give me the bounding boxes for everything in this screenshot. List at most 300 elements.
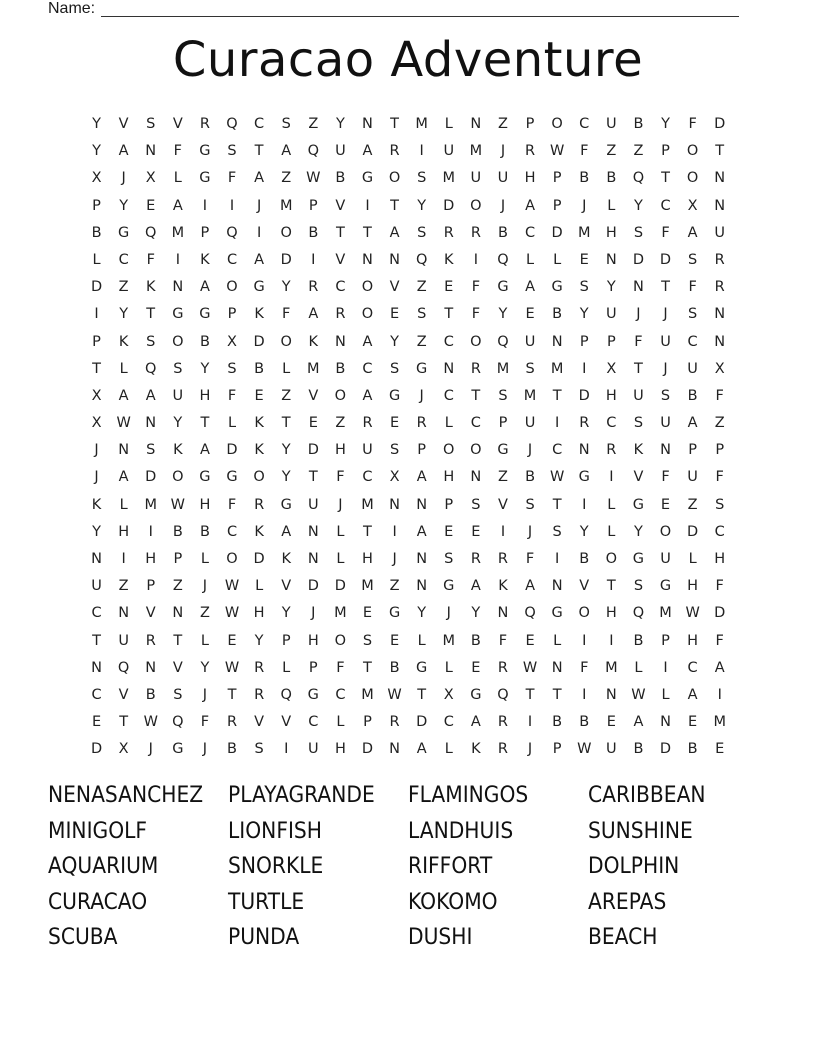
grid-letter[interactable]: C	[443, 333, 454, 350]
grid-letter[interactable]: Y	[633, 197, 643, 214]
grid-letter[interactable]: P	[552, 741, 562, 758]
grid-letter[interactable]: C	[308, 714, 319, 731]
grid-letter[interactable]: W	[170, 496, 185, 513]
grid-letter[interactable]: C	[226, 523, 238, 540]
grid-letter[interactable]: O	[361, 306, 374, 323]
grid-letter[interactable]: N	[91, 551, 102, 567]
grid-letter[interactable]: E	[227, 632, 237, 649]
grid-letter[interactable]: N	[334, 333, 346, 350]
grid-letter[interactable]: D	[578, 387, 590, 404]
grid-letter[interactable]: R	[199, 116, 210, 132]
grid-letter[interactable]: C	[335, 279, 346, 296]
grid-letter[interactable]: M	[713, 714, 726, 731]
grid-letter[interactable]: A	[118, 469, 129, 486]
grid-letter[interactable]: A	[254, 251, 265, 268]
grid-letter[interactable]: Q	[632, 605, 645, 622]
grid-letter[interactable]: Y	[390, 333, 399, 350]
grid-letter[interactable]: K	[308, 333, 319, 350]
grid-letter[interactable]: J	[527, 523, 533, 540]
grid-letter[interactable]: A	[362, 143, 373, 160]
grid-letter[interactable]: S	[389, 442, 400, 459]
grid-letter[interactable]: B	[633, 116, 644, 132]
grid-letter[interactable]: H	[145, 551, 157, 567]
grid-letter[interactable]: V	[254, 714, 265, 731]
grid-letter[interactable]: G	[416, 360, 428, 377]
grid-letter[interactable]: I	[500, 523, 506, 540]
grid-letter[interactable]: L	[173, 170, 182, 187]
grid-letter[interactable]: Y	[119, 197, 129, 214]
grid-letter[interactable]: L	[200, 632, 209, 649]
grid-letter[interactable]: Y	[281, 279, 291, 296]
grid-letter[interactable]: I	[419, 143, 424, 160]
grid-letter[interactable]: O	[172, 469, 184, 486]
grid-letter[interactable]: Y	[173, 415, 183, 432]
grid-letter[interactable]: S	[552, 523, 562, 540]
grid-letter[interactable]: X	[606, 360, 617, 377]
grid-letter[interactable]: D	[659, 741, 672, 758]
grid-letter[interactable]: Q	[524, 605, 536, 622]
grid-letter[interactable]: F	[634, 333, 643, 350]
grid-letter[interactable]: R	[606, 442, 617, 459]
grid-letter[interactable]: Z	[335, 415, 346, 432]
grid-letter[interactable]: V	[497, 496, 508, 513]
grid-letter[interactable]: U	[714, 224, 726, 241]
grid-letter[interactable]: Q	[307, 143, 319, 160]
grid-letter[interactable]: Q	[280, 686, 292, 703]
grid-letter[interactable]: N	[91, 659, 102, 676]
grid-letter[interactable]: P	[552, 197, 562, 214]
grid-letter[interactable]: E	[308, 415, 318, 432]
grid-letter[interactable]: M	[171, 224, 185, 241]
grid-letter[interactable]: I	[256, 224, 262, 241]
grid-letter[interactable]: H	[253, 605, 265, 622]
grid-letter[interactable]: N	[660, 442, 671, 459]
grid-letter[interactable]: B	[606, 170, 617, 187]
grid-letter[interactable]: Y	[281, 442, 291, 459]
grid-letter[interactable]: R	[254, 659, 265, 676]
grid-letter[interactable]: F	[173, 143, 182, 160]
grid-letter[interactable]: L	[119, 360, 128, 377]
grid-letter[interactable]: V	[145, 605, 156, 622]
grid-letter[interactable]: D	[416, 714, 428, 731]
grid-letter[interactable]: R	[497, 659, 508, 676]
grid-letter[interactable]: Z	[281, 170, 292, 187]
grid-letter[interactable]: N	[389, 251, 400, 268]
grid-letter[interactable]: I	[609, 632, 614, 649]
grid-letter[interactable]: J	[148, 741, 153, 758]
grid-letter[interactable]: F	[227, 387, 237, 404]
grid-letter[interactable]: N	[632, 279, 644, 296]
grid-letter[interactable]: R	[497, 741, 508, 758]
grid-letter[interactable]: C	[443, 714, 454, 731]
grid-letter[interactable]: F	[200, 714, 210, 731]
grid-letter[interactable]: H	[524, 170, 536, 187]
grid-letter[interactable]: B	[389, 659, 400, 676]
grid-letter[interactable]: N	[470, 469, 482, 486]
grid-letter[interactable]: U	[118, 632, 129, 649]
grid-letter[interactable]: T	[552, 686, 562, 703]
grid-letter[interactable]: R	[443, 224, 454, 241]
grid-letter[interactable]: G	[388, 605, 401, 622]
grid-letter[interactable]: H	[443, 469, 455, 486]
grid-letter[interactable]: A	[633, 714, 644, 731]
grid-letter[interactable]: C	[579, 116, 590, 132]
grid-letter[interactable]: U	[335, 143, 346, 160]
grid-letter[interactable]: O	[334, 632, 347, 649]
grid-letter[interactable]: O	[686, 170, 699, 187]
grid-letter[interactable]: G	[632, 551, 645, 567]
grid-letter[interactable]: C	[443, 387, 454, 404]
grid-letter[interactable]: G	[470, 686, 482, 703]
grid-letter[interactable]: U	[307, 741, 319, 758]
grid-letter[interactable]: S	[362, 632, 373, 649]
grid-letter[interactable]: S	[660, 387, 671, 404]
grid-letter[interactable]: G	[361, 170, 374, 187]
grid-letter[interactable]: R	[335, 306, 346, 323]
grid-letter[interactable]: N	[362, 251, 373, 268]
grid-letter[interactable]: N	[551, 578, 563, 595]
grid-letter[interactable]: F	[715, 469, 724, 486]
grid-letter[interactable]: H	[687, 632, 699, 649]
grid-letter[interactable]: X	[389, 469, 400, 486]
grid-letter[interactable]: E	[444, 523, 454, 540]
grid-letter[interactable]: Y	[281, 605, 291, 622]
grid-letter[interactable]: Z	[606, 143, 617, 160]
grid-letter[interactable]: H	[334, 442, 346, 459]
grid-letter[interactable]: J	[202, 741, 208, 758]
grid-letter[interactable]: U	[606, 116, 617, 132]
grid-letter[interactable]: N	[605, 686, 617, 703]
grid-letter[interactable]: N	[660, 714, 671, 731]
grid-letter[interactable]: O	[253, 469, 265, 486]
grid-letter[interactable]: F	[715, 632, 724, 649]
grid-letter[interactable]: S	[173, 686, 183, 703]
grid-letter[interactable]: P	[498, 415, 508, 432]
grid-letter[interactable]: D	[714, 605, 726, 622]
grid-letter[interactable]: L	[119, 496, 128, 513]
grid-letter[interactable]: E	[146, 197, 156, 214]
grid-letter[interactable]: D	[687, 523, 699, 540]
grid-letter[interactable]: M	[550, 360, 564, 377]
grid-letter[interactable]: R	[226, 714, 238, 731]
grid-letter[interactable]: U	[524, 333, 536, 350]
grid-letter[interactable]: N	[145, 659, 157, 676]
grid-letter[interactable]: P	[579, 333, 589, 350]
grid-letter[interactable]: M	[415, 116, 428, 132]
grid-letter[interactable]: P	[688, 442, 697, 459]
grid-letter[interactable]: M	[469, 143, 483, 160]
grid-letter[interactable]: C	[714, 523, 725, 540]
grid-letter[interactable]: T	[525, 686, 535, 703]
grid-letter[interactable]: I	[555, 415, 560, 432]
grid-letter[interactable]: O	[470, 197, 482, 214]
grid-letter[interactable]: D	[145, 469, 157, 486]
grid-letter[interactable]: N	[416, 578, 428, 595]
grid-letter[interactable]: J	[663, 360, 668, 377]
grid-letter[interactable]: M	[144, 496, 157, 513]
grid-letter[interactable]: C	[470, 415, 481, 432]
grid-letter[interactable]: G	[659, 578, 672, 595]
grid-letter[interactable]: C	[687, 659, 698, 676]
grid-letter[interactable]: U	[687, 469, 698, 486]
grid-letter[interactable]: X	[91, 170, 102, 187]
grid-letter[interactable]: L	[553, 251, 562, 268]
grid-letter[interactable]: N	[443, 360, 455, 377]
grid-letter[interactable]: D	[443, 197, 455, 214]
grid-letter[interactable]: G	[551, 279, 563, 296]
grid-letter[interactable]: E	[579, 251, 589, 268]
grid-letter[interactable]: L	[255, 578, 264, 595]
grid-letter[interactable]: G	[497, 442, 509, 459]
grid-letter[interactable]: Y	[471, 605, 481, 622]
grid-letter[interactable]: W	[224, 578, 240, 595]
grid-letter[interactable]: J	[527, 741, 533, 758]
grid-letter[interactable]: S	[525, 360, 535, 377]
grid-letter[interactable]: E	[688, 714, 698, 731]
grid-letter[interactable]: D	[714, 116, 726, 132]
grid-letter[interactable]: A	[254, 170, 265, 187]
grid-letter[interactable]: D	[361, 741, 374, 758]
grid-letter[interactable]: H	[687, 578, 699, 595]
grid-letter[interactable]: A	[118, 387, 129, 404]
grid-letter[interactable]: N	[362, 116, 373, 132]
grid-letter[interactable]: B	[579, 714, 590, 731]
grid-letter[interactable]: C	[524, 224, 536, 241]
grid-letter[interactable]: R	[497, 551, 508, 567]
grid-letter[interactable]: P	[525, 116, 535, 132]
grid-letter[interactable]: L	[444, 659, 453, 676]
grid-letter[interactable]: J	[202, 578, 208, 595]
grid-letter[interactable]: H	[118, 523, 130, 540]
grid-letter[interactable]: R	[525, 143, 536, 160]
grid-letter[interactable]: T	[715, 143, 725, 160]
grid-letter[interactable]: Q	[145, 360, 157, 377]
grid-letter[interactable]: I	[202, 197, 208, 214]
grid-letter[interactable]: W	[549, 469, 565, 486]
grid-letter[interactable]: B	[552, 714, 563, 731]
grid-letter[interactable]: G	[172, 306, 184, 323]
grid-letter[interactable]: D	[307, 442, 319, 459]
grid-letter[interactable]: P	[363, 714, 372, 731]
grid-letter[interactable]: B	[579, 170, 590, 187]
grid-letter[interactable]: T	[200, 415, 210, 432]
grid-letter[interactable]: Y	[92, 523, 101, 540]
grid-letter[interactable]: N	[605, 251, 617, 268]
grid-letter[interactable]: I	[473, 251, 478, 268]
grid-letter[interactable]: D	[90, 741, 103, 758]
grid-letter[interactable]: F	[661, 224, 670, 241]
grid-letter[interactable]: O	[578, 605, 590, 622]
grid-letter[interactable]: X	[145, 170, 156, 187]
grid-letter[interactable]: I	[663, 659, 668, 676]
grid-letter[interactable]: A	[416, 523, 427, 540]
grid-letter[interactable]: O	[605, 551, 618, 567]
grid-letter[interactable]: E	[362, 605, 373, 622]
grid-letter[interactable]: I	[284, 741, 289, 758]
grid-letter[interactable]: O	[686, 143, 699, 160]
grid-letter[interactable]: S	[417, 306, 427, 323]
grid-letter[interactable]: N	[172, 605, 184, 622]
grid-letter[interactable]: A	[199, 279, 210, 296]
grid-letter[interactable]: L	[526, 251, 535, 268]
grid-letter[interactable]: A	[389, 224, 400, 241]
grid-letter[interactable]: A	[145, 387, 156, 404]
grid-letter[interactable]: K	[118, 333, 129, 350]
grid-letter[interactable]: Y	[254, 632, 264, 649]
grid-letter[interactable]: S	[417, 170, 427, 187]
grid-letter[interactable]: T	[606, 578, 616, 595]
grid-letter[interactable]: U	[633, 387, 644, 404]
grid-letter[interactable]: I	[94, 306, 99, 323]
grid-letter[interactable]: B	[687, 387, 698, 404]
grid-letter[interactable]: L	[688, 551, 697, 567]
grid-letter[interactable]: Z	[118, 578, 129, 595]
grid-letter[interactable]: R	[579, 415, 590, 432]
grid-letter[interactable]: Z	[416, 279, 427, 296]
grid-letter[interactable]: B	[687, 741, 698, 758]
grid-letter[interactable]: X	[91, 387, 102, 404]
grid-letter[interactable]: V	[335, 197, 346, 214]
grid-letter[interactable]: E	[606, 714, 616, 731]
grid-letter[interactable]: U	[660, 333, 671, 350]
grid-letter[interactable]: O	[226, 551, 238, 567]
grid-letter[interactable]: O	[172, 333, 184, 350]
grid-letter[interactable]: H	[199, 496, 211, 513]
grid-letter[interactable]: S	[688, 251, 698, 268]
name-underline[interactable]	[101, 0, 739, 17]
grid-letter[interactable]: D	[90, 279, 103, 296]
grid-letter[interactable]: J	[121, 170, 126, 187]
grid-letter[interactable]: S	[227, 360, 237, 377]
grid-letter[interactable]: F	[471, 306, 481, 323]
grid-letter[interactable]: N	[172, 279, 184, 296]
grid-letter[interactable]: S	[633, 578, 644, 595]
grid-letter[interactable]: L	[227, 415, 237, 432]
grid-letter[interactable]: P	[308, 197, 318, 214]
grid-letter[interactable]: A	[525, 279, 535, 296]
grid-letter[interactable]: A	[470, 714, 481, 731]
grid-letter[interactable]: Q	[415, 251, 428, 268]
grid-letter[interactable]: B	[199, 333, 210, 350]
grid-letter[interactable]: L	[634, 659, 643, 676]
grid-letter[interactable]: S	[715, 496, 725, 513]
grid-letter[interactable]: W	[577, 741, 592, 758]
grid-letter[interactable]: Y	[417, 605, 427, 622]
grid-letter[interactable]: I	[121, 551, 126, 567]
grid-letter[interactable]: F	[282, 306, 291, 323]
grid-letter[interactable]: A	[416, 469, 427, 486]
grid-letter[interactable]: P	[444, 496, 454, 513]
grid-letter[interactable]: I	[365, 197, 370, 214]
grid-letter[interactable]: G	[416, 659, 428, 676]
grid-letter[interactable]: H	[362, 551, 373, 567]
grid-letter[interactable]: W	[116, 415, 131, 432]
grid-letter[interactable]: J	[256, 197, 262, 214]
grid-letter[interactable]: J	[94, 442, 99, 459]
grid-letter[interactable]: P	[281, 632, 291, 649]
grid-letter[interactable]: Q	[497, 251, 509, 268]
grid-letter[interactable]: R	[389, 143, 400, 160]
grid-letter[interactable]: K	[200, 251, 210, 268]
grid-letter[interactable]: E	[389, 306, 400, 323]
grid-letter[interactable]: V	[389, 279, 400, 296]
grid-letter[interactable]: E	[471, 523, 481, 540]
grid-letter[interactable]: N	[578, 442, 590, 459]
grid-letter[interactable]: R	[362, 415, 373, 432]
grid-letter[interactable]: L	[336, 551, 345, 567]
grid-letter[interactable]: I	[555, 551, 560, 567]
grid-letter[interactable]: S	[146, 116, 156, 132]
grid-letter[interactable]: J	[202, 686, 208, 703]
grid-letter[interactable]: M	[334, 605, 347, 622]
grid-letter[interactable]: L	[607, 496, 616, 513]
grid-letter[interactable]: K	[444, 251, 454, 268]
grid-letter[interactable]: E	[254, 387, 264, 404]
grid-letter[interactable]: P	[92, 197, 101, 214]
grid-letter[interactable]: O	[388, 170, 401, 187]
grid-letter[interactable]: C	[254, 116, 265, 132]
grid-letter[interactable]: M	[442, 632, 456, 649]
grid-letter[interactable]: R	[254, 686, 265, 703]
grid-letter[interactable]: I	[717, 686, 722, 703]
grid-letter[interactable]: G	[199, 469, 211, 486]
grid-letter[interactable]: J	[94, 469, 99, 486]
grid-letter[interactable]: K	[281, 551, 291, 567]
grid-letter[interactable]: B	[579, 551, 590, 567]
grid-letter[interactable]: U	[362, 442, 373, 459]
grid-letter[interactable]: V	[308, 387, 319, 404]
grid-letter[interactable]: G	[172, 741, 184, 758]
grid-letter[interactable]: D	[280, 251, 292, 268]
grid-letter[interactable]: T	[335, 224, 345, 241]
grid-letter[interactable]: P	[173, 551, 183, 567]
grid-letter[interactable]: D	[659, 251, 672, 268]
grid-letter[interactable]: T	[308, 469, 318, 486]
grid-letter[interactable]: C	[362, 360, 373, 377]
grid-letter[interactable]: Q	[632, 170, 645, 187]
grid-letter[interactable]: M	[442, 170, 456, 187]
grid-letter[interactable]: P	[92, 333, 101, 350]
grid-letter[interactable]: Z	[633, 143, 644, 160]
grid-letter[interactable]: C	[552, 442, 563, 459]
grid-letter[interactable]: H	[605, 387, 617, 404]
grid-letter[interactable]: N	[416, 496, 428, 513]
grid-letter[interactable]: E	[389, 632, 400, 649]
grid-letter[interactable]: A	[362, 333, 373, 350]
grid-letter[interactable]: F	[525, 551, 535, 567]
grid-letter[interactable]: L	[444, 415, 453, 432]
grid-letter[interactable]: Z	[497, 116, 508, 132]
grid-letter[interactable]: T	[390, 197, 399, 214]
grid-letter[interactable]: T	[363, 224, 372, 241]
grid-letter[interactable]: Q	[497, 333, 509, 350]
grid-letter[interactable]: Z	[687, 496, 698, 513]
grid-letter[interactable]: M	[361, 578, 374, 595]
grid-letter[interactable]: Z	[118, 279, 129, 296]
grid-letter[interactable]: F	[498, 632, 508, 649]
grid-letter[interactable]: A	[281, 523, 292, 540]
grid-letter[interactable]: E	[471, 659, 481, 676]
grid-letter[interactable]: T	[363, 659, 372, 676]
grid-letter[interactable]: C	[687, 333, 698, 350]
grid-letter[interactable]: Y	[200, 659, 210, 676]
grid-letter[interactable]: A	[199, 442, 210, 459]
grid-letter[interactable]: S	[471, 496, 481, 513]
grid-letter[interactable]: Y	[119, 306, 129, 323]
grid-letter[interactable]: J	[500, 197, 506, 214]
grid-letter[interactable]: Z	[714, 415, 725, 432]
grid-letter[interactable]: O	[551, 116, 563, 132]
